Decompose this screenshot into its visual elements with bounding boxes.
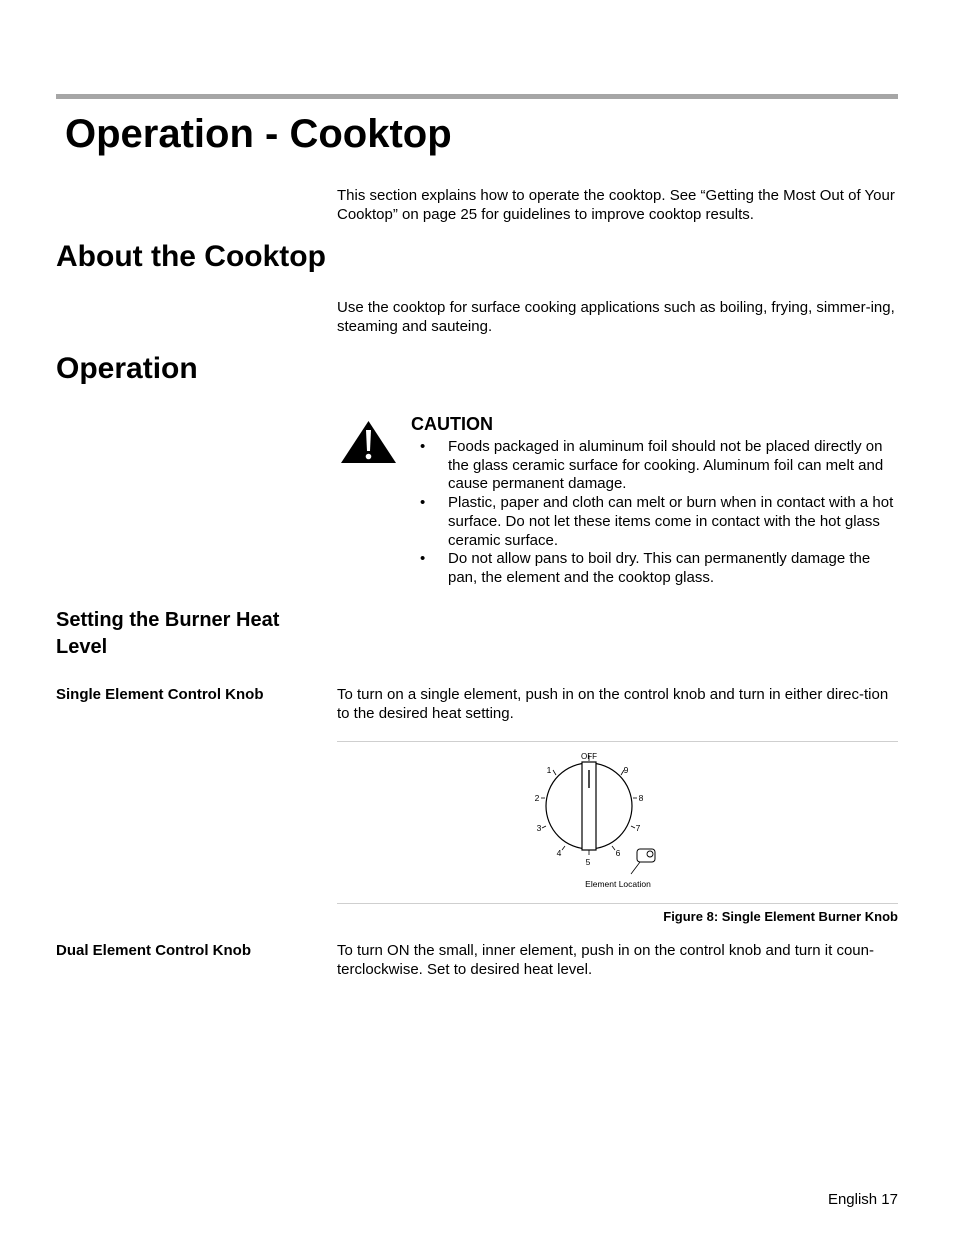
knob-off-label: OFF [581, 752, 597, 761]
caution-list [411, 438, 901, 588]
single-knob-paragraph: To turn on a single element, push in on the control knob and turn in either direc-tion to the desired heat setting. [337, 686, 889, 722]
dial-number: 1 [546, 765, 552, 775]
figure-caption: Figure 8: Single Element Burner Knob [663, 909, 898, 924]
dial-number: 3 [536, 823, 542, 833]
dual-knob-label: Dual Element Control Knob [56, 942, 251, 959]
dial-number: 9 [623, 765, 629, 775]
caution-item: • Do not allow pans to boil dry. This can permanently damage the pan, the element and the cooktop glass. [420, 550, 871, 586]
about-heading: About the Cooktop [56, 240, 326, 273]
operation-heading: Operation [56, 352, 198, 385]
intro-paragraph: This section explains how to operate the cooktop. See “Getting the Most Out of Your Cooktop” on page 25 for guidelines to improve cooktop results. [337, 187, 895, 223]
element-location-label: Element Location [585, 879, 651, 889]
dial-number: 5 [585, 857, 591, 867]
page-footer: English 17 [827, 1191, 898, 1208]
figure-top-rule [337, 741, 898, 742]
caution-item: • Plastic, paper and cloth can melt or burn when in contact with a hot surface. Do not let these items come in contact with the hot glass ceramic surface. [420, 494, 894, 549]
caution-item: • Foods packaged in aluminum foil should not be placed directly on the glass ceramic surface for cooking. Aluminum foil can melt and cause permanent damage. [420, 438, 884, 493]
about-paragraph: Use the cooktop for surface cooking applications such as boiling, frying, simmer-ing, steaming and sauteing. [337, 299, 895, 335]
caution-title: CAUTION [411, 414, 493, 434]
header-rule [56, 94, 898, 99]
dial-number: 6 [615, 848, 621, 858]
element-location-icon [631, 849, 655, 874]
dial-number: 7 [635, 823, 641, 833]
dial-number: 8 [638, 793, 644, 803]
page-title: Operation - Cooktop [65, 112, 452, 156]
figure-bottom-rule [337, 903, 898, 904]
single-knob-label: Single Element Control Knob [56, 686, 264, 703]
burner-heading: Setting the Burner Heat Level [56, 609, 280, 658]
dial-number: 4 [556, 848, 562, 858]
dial-number: 2 [534, 793, 540, 803]
warning-triangle-icon [340, 420, 397, 464]
dual-knob-paragraph: To turn ON the small, inner element, push in on the control knob and turn it coun-terclockwise. Set to desired heat level. [337, 942, 874, 978]
single-knob-diagram [527, 748, 662, 893]
